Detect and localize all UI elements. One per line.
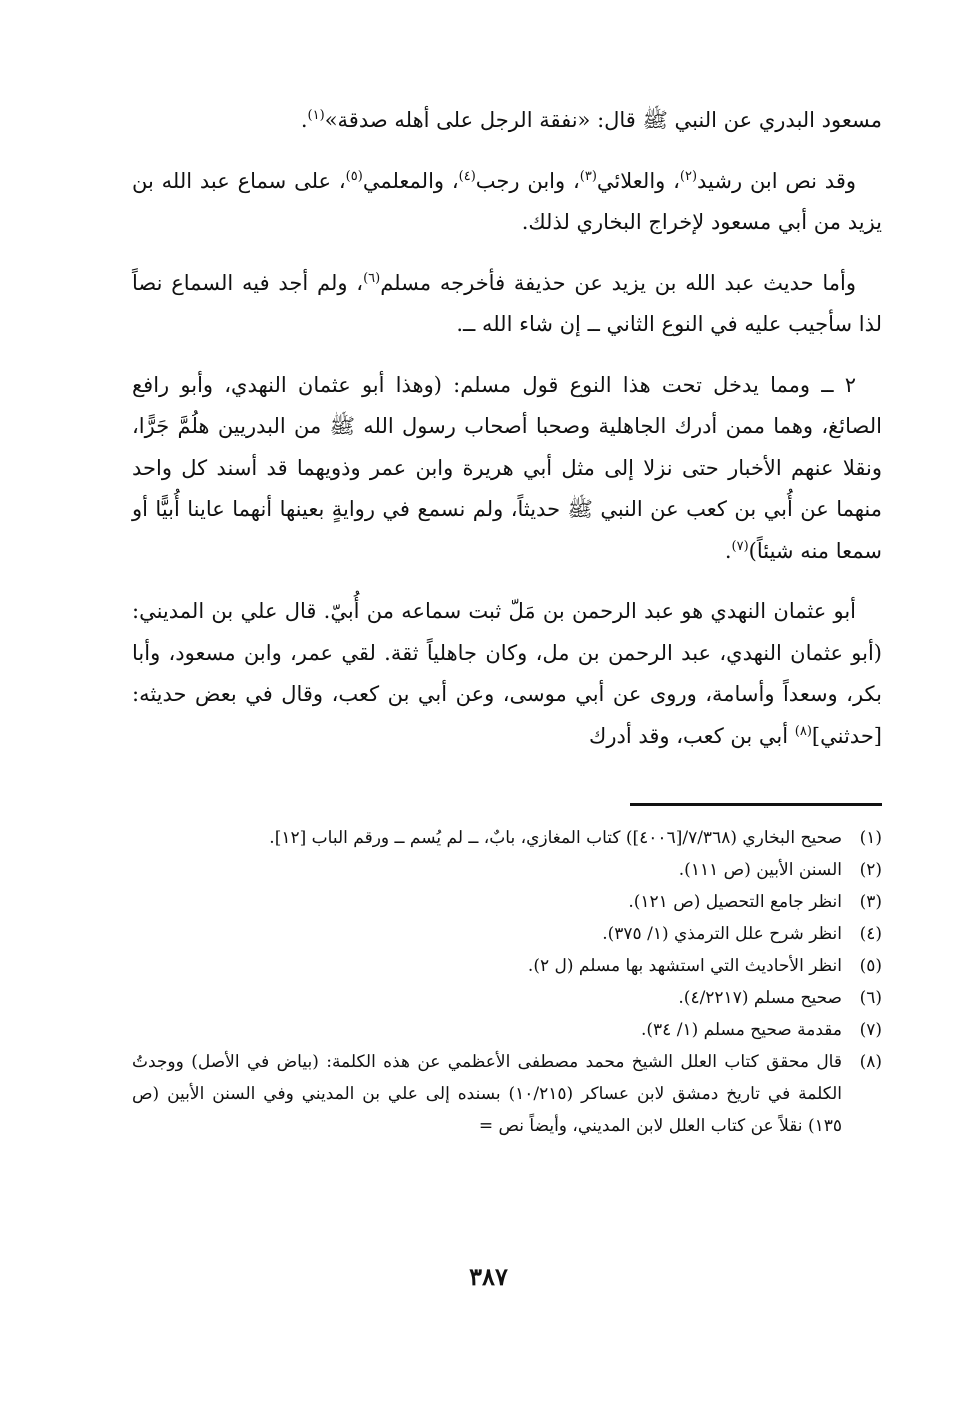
footnote-number: (٥)	[859, 956, 882, 976]
footnote-text: انظر جامع التحصيل (ص ١٢١).	[628, 892, 842, 912]
footnote	[132, 918, 882, 950]
text-run: ، على سماع عبد الله بن يزيد من أبي مسعود لإخراج البخاري لذلك.	[132, 168, 882, 234]
footnote	[132, 1014, 882, 1046]
text-run: .	[724, 538, 732, 563]
text-run: أبو عثمان النهدي هو عبد الرحمن بن مَلّ ثبت سماعه من أُبيّ. قال علي بن المديني: (أبو عثمان النهدي، عبد الرحمن بن مل، وكان جاهلياً ثقة. لقي عمر، وابن مسعود، وأبا بكر، وسعداً وأسامة، وروى عن أبي موسى، وعن أبي بن كعب، وقال في بعض حديثه: [حدثني]	[132, 599, 882, 748]
footnotes	[132, 822, 882, 1142]
paragraph	[132, 591, 882, 757]
footnote	[132, 854, 882, 886]
footnote-reference: (٢)	[679, 168, 698, 184]
footnote-number: (٨)	[859, 1052, 882, 1072]
text-run: ، وابن رجب	[475, 168, 580, 193]
footnote	[132, 1046, 882, 1142]
footnote-reference: (٥)	[345, 168, 363, 184]
footnote	[132, 982, 882, 1014]
footnote-text: انظر شرح علل الترمذي (١/ ٣٧٥).	[602, 924, 842, 944]
main-text	[132, 100, 882, 757]
text-run: مسعود البدري عن النبي ﷺ قال: «نفقة الرجل على أهله صدقة»	[324, 108, 882, 132]
page-number: ٣٨٧	[469, 1262, 508, 1291]
footnote-reference: (٧)	[731, 538, 749, 554]
text-run: وقد نص ابن رشيد	[697, 168, 857, 193]
footnote-text: صحيح مسلم (٤/٢٢١٧).	[678, 988, 842, 1008]
footnote-text: انظر الأحاديث التي استشهد بها مسلم (ل ٢).	[527, 956, 842, 976]
paragraph	[132, 263, 882, 346]
footnote	[132, 822, 882, 854]
footnote-number: (١)	[859, 828, 882, 848]
text-run: وأما حديث عبد الله بن يزيد عن حذيفة فأخرجه مسلم	[380, 270, 856, 295]
footnote-reference: (١)	[307, 108, 325, 123]
text-run: أبي بن كعب، وقد أدرك	[589, 723, 795, 748]
footnote	[132, 950, 882, 982]
footnote-reference: (٨)	[794, 723, 812, 739]
footnote-separator	[630, 803, 882, 806]
text-run: ٢ ــ ومما يدخل تحت هذا النوع قول مسلم: (وهذا أبو عثمان النهدي، وأبو رافع الصائغ، وهما ممن أدرك الجاهلية وصحبا أصحاب رسول الله ﷺ من البدريين هلُمَّ جَرًّا، ونقلا عنهم الأخبار حتى نزلا إلى مثل أبي هريرة وابن عمر وذويهما قد أسند كل واحد منهما عن أُبي بن كعب عن النبي ﷺ حديثاً، ولم نسمع في روايةٍ بعينها أنهما عاينا أُبيًّا أو سمعا منه شيئاً)	[132, 372, 882, 563]
footnote-number: (٣)	[859, 892, 882, 912]
footnote-number: (٧)	[859, 1020, 882, 1040]
text-run: ، والعلائي	[596, 168, 680, 193]
paragraph	[132, 161, 882, 244]
paragraph	[132, 365, 882, 573]
footnote-number: (٦)	[859, 988, 882, 1008]
text-run: .	[300, 108, 308, 132]
paragraph	[132, 100, 882, 142]
footnote-reference: (٤)	[458, 168, 476, 184]
footnote-reference: (٣)	[579, 168, 597, 184]
footnote-number: (٢)	[859, 860, 882, 880]
footnote-text: السنن الأبين (ص ١١١).	[678, 860, 842, 880]
footnote-number: (٤)	[859, 924, 882, 944]
footnote-text: قال محقق كتاب العلل الشيخ محمد مصطفى الأعظمي عن هذه الكلمة: (بياض في الأصل) ووجدتُ الكلمة في تاريخ دمشق لابن عساكر (١٠/٢١٥) بسنده إلى علي بن المديني وفي السنن الأبين (ص ١٣٥) نقلاً عن كتاب العلل لابن المديني، وأيضاً نص =	[132, 1052, 843, 1136]
footnote-text: صحيح البخاري (٧/٣٦٨/[٤٠٠٦]) كتاب المغازي، بابٌ، ــ لم يُسم ــ ورقم الباب [١٢].	[269, 828, 842, 848]
footnote	[132, 886, 882, 918]
footnote-text: مقدمة صحيح مسلم (١/ ٣٤).	[640, 1020, 842, 1040]
text-run: ، والمعلمي	[362, 168, 459, 193]
text-run: ، ولم أجد فيه السماع نصاً لذا سأجيب عليه في النوع الثاني ــ إن شاء الله ــ.	[132, 270, 882, 336]
footnote-reference: (٦)	[363, 270, 381, 286]
